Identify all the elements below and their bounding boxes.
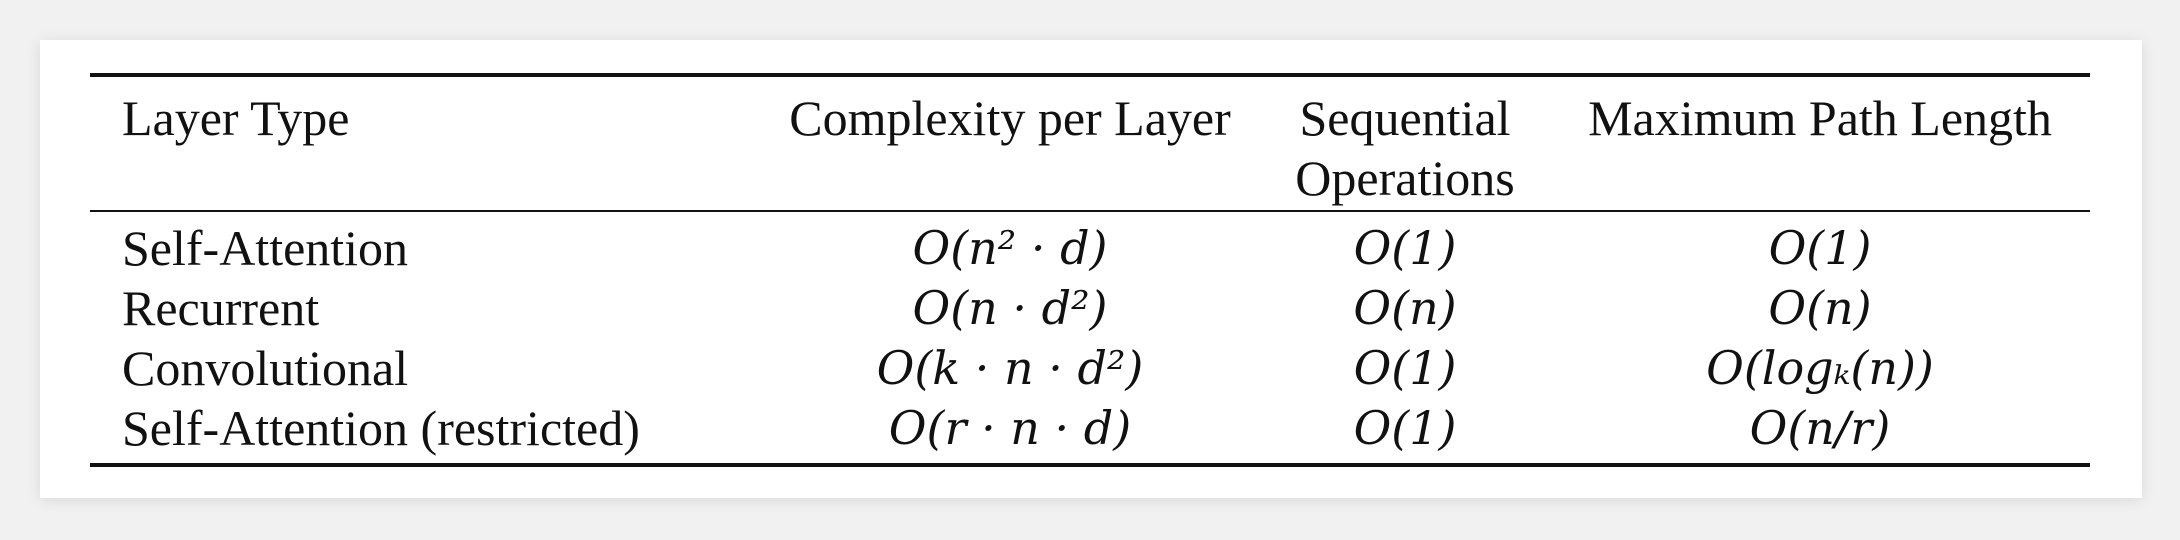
top-rule [90,73,2090,77]
row4-sequential: O(1) [1353,401,1457,455]
header-sequential [1265,88,1545,208]
row2-sequential: O(n) [1353,281,1457,335]
table-card [40,40,2142,498]
row4-complexity: O(r · n · d) [888,401,1132,455]
row1-complexity: O(n² · d) [912,221,1108,275]
row3-max-path: O(logₖ(n)) [1706,341,1934,395]
row1-sequential: O(1) [1353,221,1457,275]
row1-layer: Self-Attention [122,220,409,276]
header-sequential-line2: Operations [1295,150,1515,206]
row2-complexity: O(n · d²) [912,281,1108,335]
row3-sequential: O(1) [1353,341,1457,395]
header-sequential-line1: Sequential [1299,90,1511,146]
row4-layer: Self-Attention (restricted) [122,400,640,456]
row4-max-path: O(n/r) [1749,401,1891,455]
row2-max-path: O(n) [1768,281,1872,335]
bottom-rule [90,463,2090,467]
header-layer-type: Layer Type [122,90,350,146]
row3-layer: Convolutional [122,340,409,396]
header-max-path: Maximum Path Length [1588,90,2052,146]
mid-rule [90,210,2090,212]
row1-max-path: O(1) [1768,221,1872,275]
header-complexity: Complexity per Layer [789,90,1231,146]
row2-layer: Recurrent [122,280,320,336]
row3-complexity: O(k · n · d²) [876,341,1144,395]
